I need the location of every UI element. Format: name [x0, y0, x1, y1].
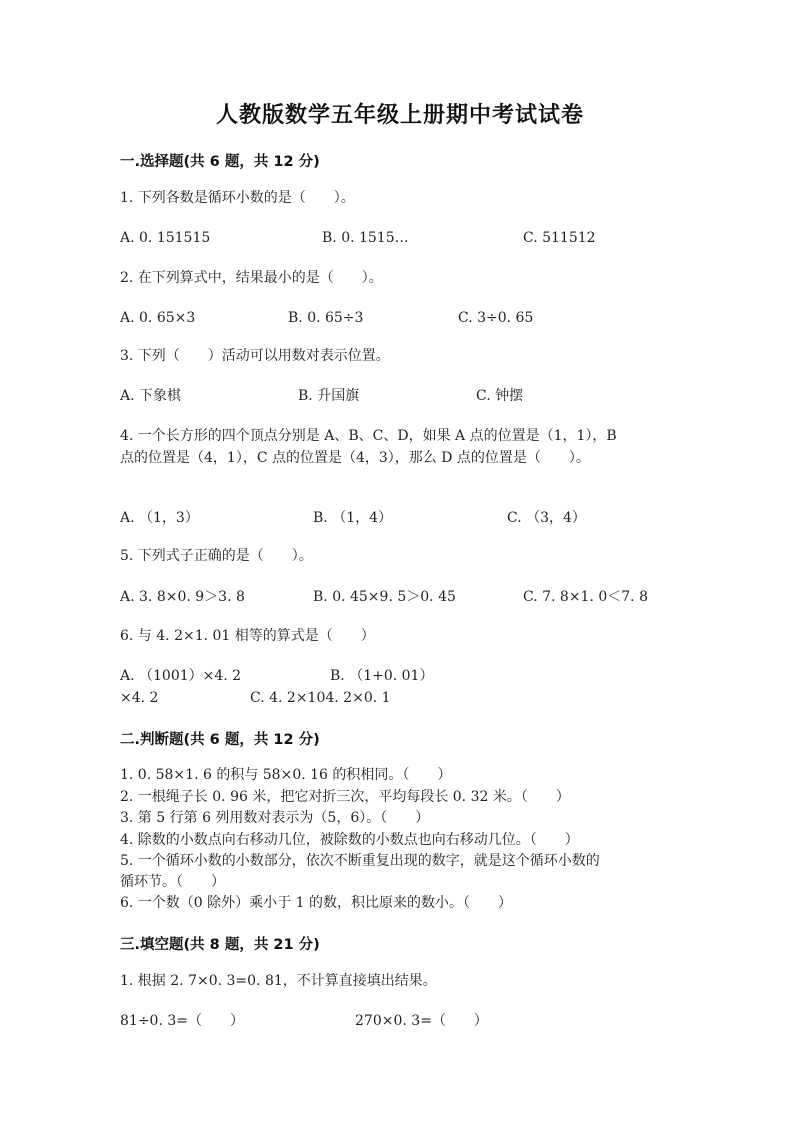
option-a: A. 0. 65×3: [120, 310, 196, 326]
option-c: C. （3，4）: [507, 510, 586, 526]
question-text: 1. 根据 2. 7×0. 3=0. 81，不计算直接填出结果。: [120, 973, 437, 989]
question-text: 1. 下列各数是循环小数的是（ ）。: [120, 190, 355, 206]
list-item: 5. 一个循环小数的小数部分，依次不断重复出现的数字，就是这个循环小数的: [120, 853, 600, 869]
section-heading-judgement: 二.判断题(共 6 题，共 12 分): [120, 732, 320, 748]
option-b-continued: ×4. 2: [120, 690, 159, 706]
option-b: B. （1，4）: [313, 510, 393, 526]
fill-blank-item: 81÷0. 3=（ ）: [120, 1013, 244, 1029]
section-heading-fill-blank: 三.填空题(共 8 题，共 21 分): [120, 937, 320, 953]
option-c: C. 4. 2×104. 2×0. 1: [250, 690, 391, 706]
option-c: C. 3÷0. 65: [458, 310, 534, 326]
list-item: 3. 第 5 行第 6 列用数对表示为（5，6）。（ ）: [120, 810, 430, 826]
fill-blank-item: 270×0. 3=（ ）: [355, 1013, 488, 1029]
option-c: C. 511512: [523, 230, 596, 246]
list-item: 6. 一个数（0 除外）乘小于 1 的数，积比原来的数小。（ ）: [120, 895, 512, 911]
page-title: 人教版数学五年级上册期中考试试卷: [215, 103, 584, 128]
section-heading-choice: 一.选择题(共 6 题，共 12 分): [120, 154, 320, 170]
option-b: B. （1+0. 01）: [330, 668, 434, 684]
list-item: 4. 除数的小数点向右移动几位，被除数的小数点也向右移动几位。（ ）: [120, 832, 579, 848]
question-text: 3. 下列（ ）活动可以用数对表示位置。: [120, 348, 390, 364]
option-a: A. （1001）×4. 2: [120, 668, 242, 684]
list-item: 2. 一根绳子长 0. 96 米，把它对折三次，平均每段长 0. 32 米。（ ）: [120, 789, 570, 805]
question-text: 6. 与 4. 2×1. 01 相等的算式是（ ）: [120, 628, 375, 644]
question-text-continued: 点的位置是（4，1），C 点的位置是（4，3），那么 D 点的位置是（ ）。: [120, 450, 590, 466]
question-text: 4. 一个长方形的四个顶点分别是 A、B、C、D，如果 A 点的位置是（1，1），B: [120, 428, 617, 444]
option-b: B. 0. 1515…: [322, 230, 409, 246]
question-text: 5. 下列式子正确的是（ ）。: [120, 548, 313, 564]
option-b: B. 0. 65÷3: [288, 310, 364, 326]
option-c: C. 钟摆: [476, 388, 524, 404]
option-a: A. （1，3）: [120, 510, 199, 526]
option-a: A. 3. 8×0. 9＞3. 8: [120, 589, 245, 605]
option-a: A. 0. 151515: [120, 230, 211, 246]
option-a: A. 下象棋: [120, 388, 182, 404]
option-c: C. 7. 8×1. 0＜7. 8: [523, 589, 648, 605]
option-b: B. 升国旗: [298, 388, 360, 404]
list-item-continued: 循环节。（ ）: [120, 874, 225, 890]
question-text: 2. 在下列算式中，结果最小的是（ ）。: [120, 270, 383, 286]
option-b: B. 0. 45×9. 5＞0. 45: [313, 589, 456, 605]
list-item: 1. 0. 58×1. 6 的积与 58×0. 16 的积相同。（ ）: [120, 767, 452, 783]
